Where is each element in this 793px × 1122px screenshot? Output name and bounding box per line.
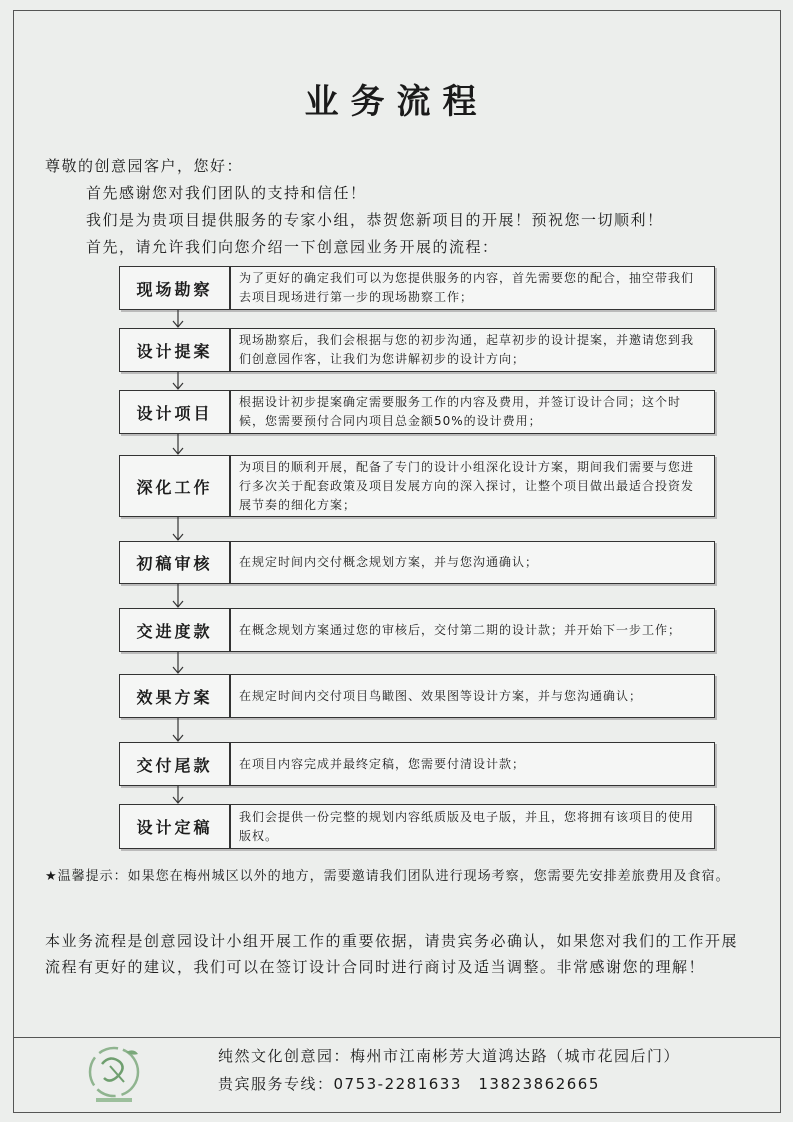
step-8-label: 交付尾款 xyxy=(119,742,230,786)
intro-line-2: 我们是为贵项目提供服务的专家小组，恭贺您新项目的开展！预祝您一切顺利！ xyxy=(86,211,664,229)
step-9-desc: 我们会提供一份完整的规划内容纸质版及电子版，并且，您将拥有该项目的使用版权。 xyxy=(230,804,715,849)
footer-divider xyxy=(13,1037,781,1038)
step-4-label: 深化工作 xyxy=(119,455,230,517)
step-5-label: 初稿审核 xyxy=(119,541,230,584)
step-7-label: 效果方案 xyxy=(119,674,230,718)
step-9-label: 设计定稿 xyxy=(119,804,230,849)
logo-icon xyxy=(80,1044,148,1106)
arrow-down-icon xyxy=(170,652,186,674)
step-6-desc: 在概念规划方案通过您的审核后，交付第二期的设计款；并开始下一步工作； xyxy=(230,608,715,652)
step-8-desc: 在项目内容完成并最终定稿，您需要付清设计款； xyxy=(230,742,715,786)
arrow-down-icon xyxy=(170,372,186,390)
intro-line-1: 首先感谢您对我们团队的支持和信任！ xyxy=(86,184,367,202)
step-7-desc: 在规定时间内交付项目鸟瞰图、效果图等设计方案，并与您沟通确认； xyxy=(230,674,715,718)
step-5-desc: 在规定时间内交付概念规划方案，并与您沟通确认； xyxy=(230,541,715,584)
step-1-label: 现场勘察 xyxy=(119,266,230,310)
footer-address: 纯然文化创意园：梅州市江南彬芳大道鸿达路（城市花园后门） xyxy=(218,1047,681,1065)
step-6-label: 交进度款 xyxy=(119,608,230,652)
arrow-down-icon xyxy=(170,584,186,608)
warm-tip: ★温馨提示：如果您在梅州城区以外的地方，需要邀请我们团队进行现场考察，您需要先安排差旅费用及食宿。 xyxy=(45,869,730,884)
step-2-desc: 现场勘察后，我们会根据与您的初步沟通，起草初步的设计提案，并邀请您到我们创意园作客，让我们为您讲解初步的设计方向； xyxy=(230,328,715,372)
step-2-label: 设计提案 xyxy=(119,328,230,372)
step-1-desc: 为了更好的确定我们可以为您提供服务的内容，首先需要您的配合，抽空带我们去项目现场进行第一步的现场勘察工作； xyxy=(230,266,715,310)
arrow-down-icon xyxy=(170,786,186,804)
intro-line-3: 首先，请允许我们向您介绍一下创意园业务开展的流程： xyxy=(86,238,499,256)
arrow-down-icon xyxy=(170,434,186,455)
closing-paragraph: 本业务流程是创意园设计小组开展工作的重要依据，请贵宾务必确认，如果您对我们的工作开展流程有更好的建议，我们可以在签订设计合同时进行商讨及适当调整。非常感谢您的理解！ xyxy=(45,932,739,976)
step-3-desc: 根据设计初步提案确定需要服务工作的内容及费用，并签订设计合同；这个时候，您需要预付合同内项目总金额50%的设计费用； xyxy=(230,390,715,434)
footer-hotline: 贵宾服务专线：0753-2281633 13823862665 xyxy=(218,1075,600,1093)
step-3-label: 设计项目 xyxy=(119,390,230,434)
arrow-down-icon xyxy=(170,718,186,742)
greeting: 尊敬的创意园客户，您好： xyxy=(45,157,244,175)
arrow-down-icon xyxy=(170,310,186,328)
step-4-desc: 为项目的顺利开展，配备了专门的设计小组深化设计方案，期间我们需要与您进行多次关于配套政策及项目发展方向的深入探讨，让整个项目做出最适合投资发展节奏的细化方案； xyxy=(230,455,715,517)
arrow-down-icon xyxy=(170,517,186,541)
page-title: 业务流程 xyxy=(304,82,489,122)
